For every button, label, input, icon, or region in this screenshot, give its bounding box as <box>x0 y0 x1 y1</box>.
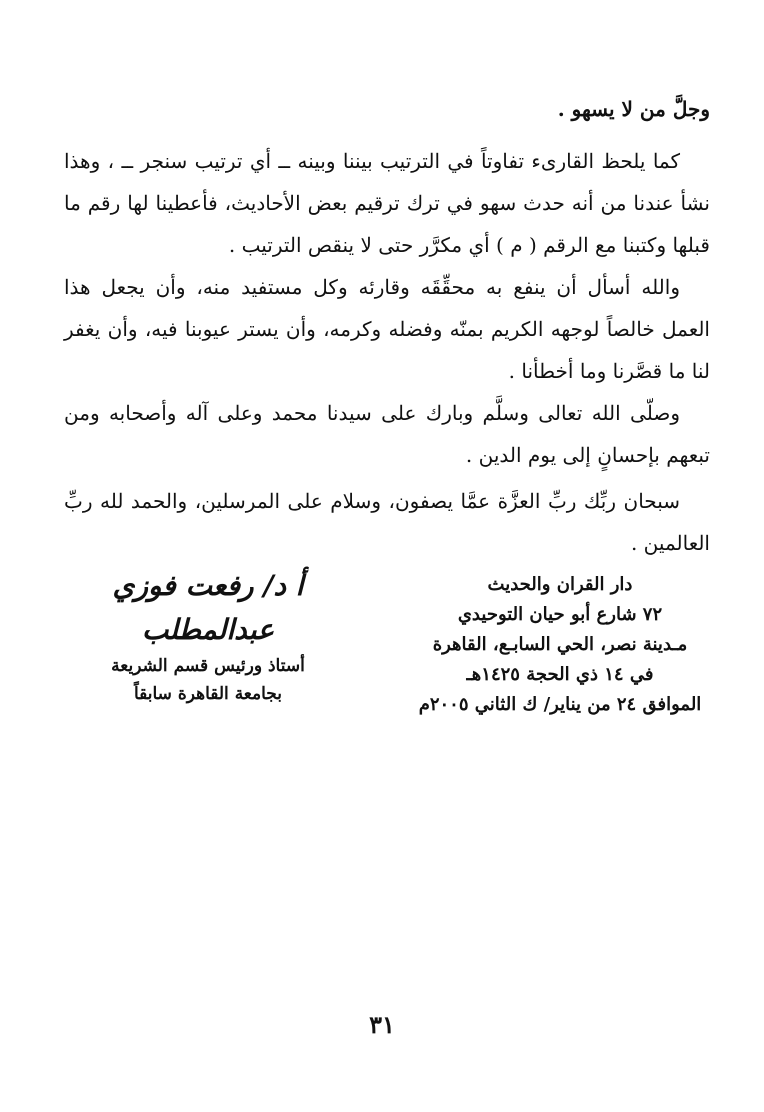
publisher-name: دار القران والحديث <box>487 574 633 595</box>
publisher-city: مـدينة نصر، الحي السابـع، القاهرة <box>432 634 688 655</box>
publisher-street: ٧٢ شارع أبو حيان التوحيدي <box>457 604 663 625</box>
paragraph-supplication: والله أسأل أن ينفع به محقِّقَه وقارئه وكل مستفيد منه، وأن يجعل هذا العمل خالصاً لوجهه الكريم بمنّه وفضله وكرمه، وأن يستر عيوبنا فيه، وأن يغفر لنا ما قصَّرنا وما أخطأنا . <box>64 275 710 383</box>
publisher-block <box>410 570 710 720</box>
hijri-date: في ١٤ ذي الحجة ١٤٢٥هـ <box>466 664 654 685</box>
author-title: أستاذ ورئيس قسم الشريعة <box>111 656 305 676</box>
author-name: أ د/ رفعت فوزي عبدالمطلب <box>112 569 304 646</box>
page-number: ٣١ <box>369 1010 395 1039</box>
author-affiliation: بجامعة القاهرة سابقاً <box>133 684 282 704</box>
paragraph-ordering-note: كما يلحظ القارىء تفاوتاً في الترتيب بيننا وبينه ــ أي ترتيب سنجر ــ ، وهذا نشأ عندنا من أنه حدث سهو في ترك ترقيم بعض الأحاديث، فأعطينا لها رقم ما قبلها وكتبنا مع الرقم ( م ) أي مكرَّر حتى لا ينقص الترتيب . <box>64 149 710 257</box>
opening-line: وجلَّ من لا يسهو . <box>557 97 710 121</box>
paragraph-closing-praise: سبحان ربِّك ربِّ العزَّة عمَّا يصفون، وسلام على المرسلين، والحمد لله ربِّ العالمين . <box>64 489 710 555</box>
paragraph-salawat: وصلّى الله تعالى وسلَّم وبارك على سيدنا محمد وعلى آله وأصحابه ومن تبعهم بإحسانٍ إلى يوم الدين . <box>64 401 710 467</box>
author-signature-block <box>92 564 324 708</box>
gregorian-date: الموافق ٢٤ من يناير/ ك الثاني ٢٠٠٥م <box>418 694 702 715</box>
